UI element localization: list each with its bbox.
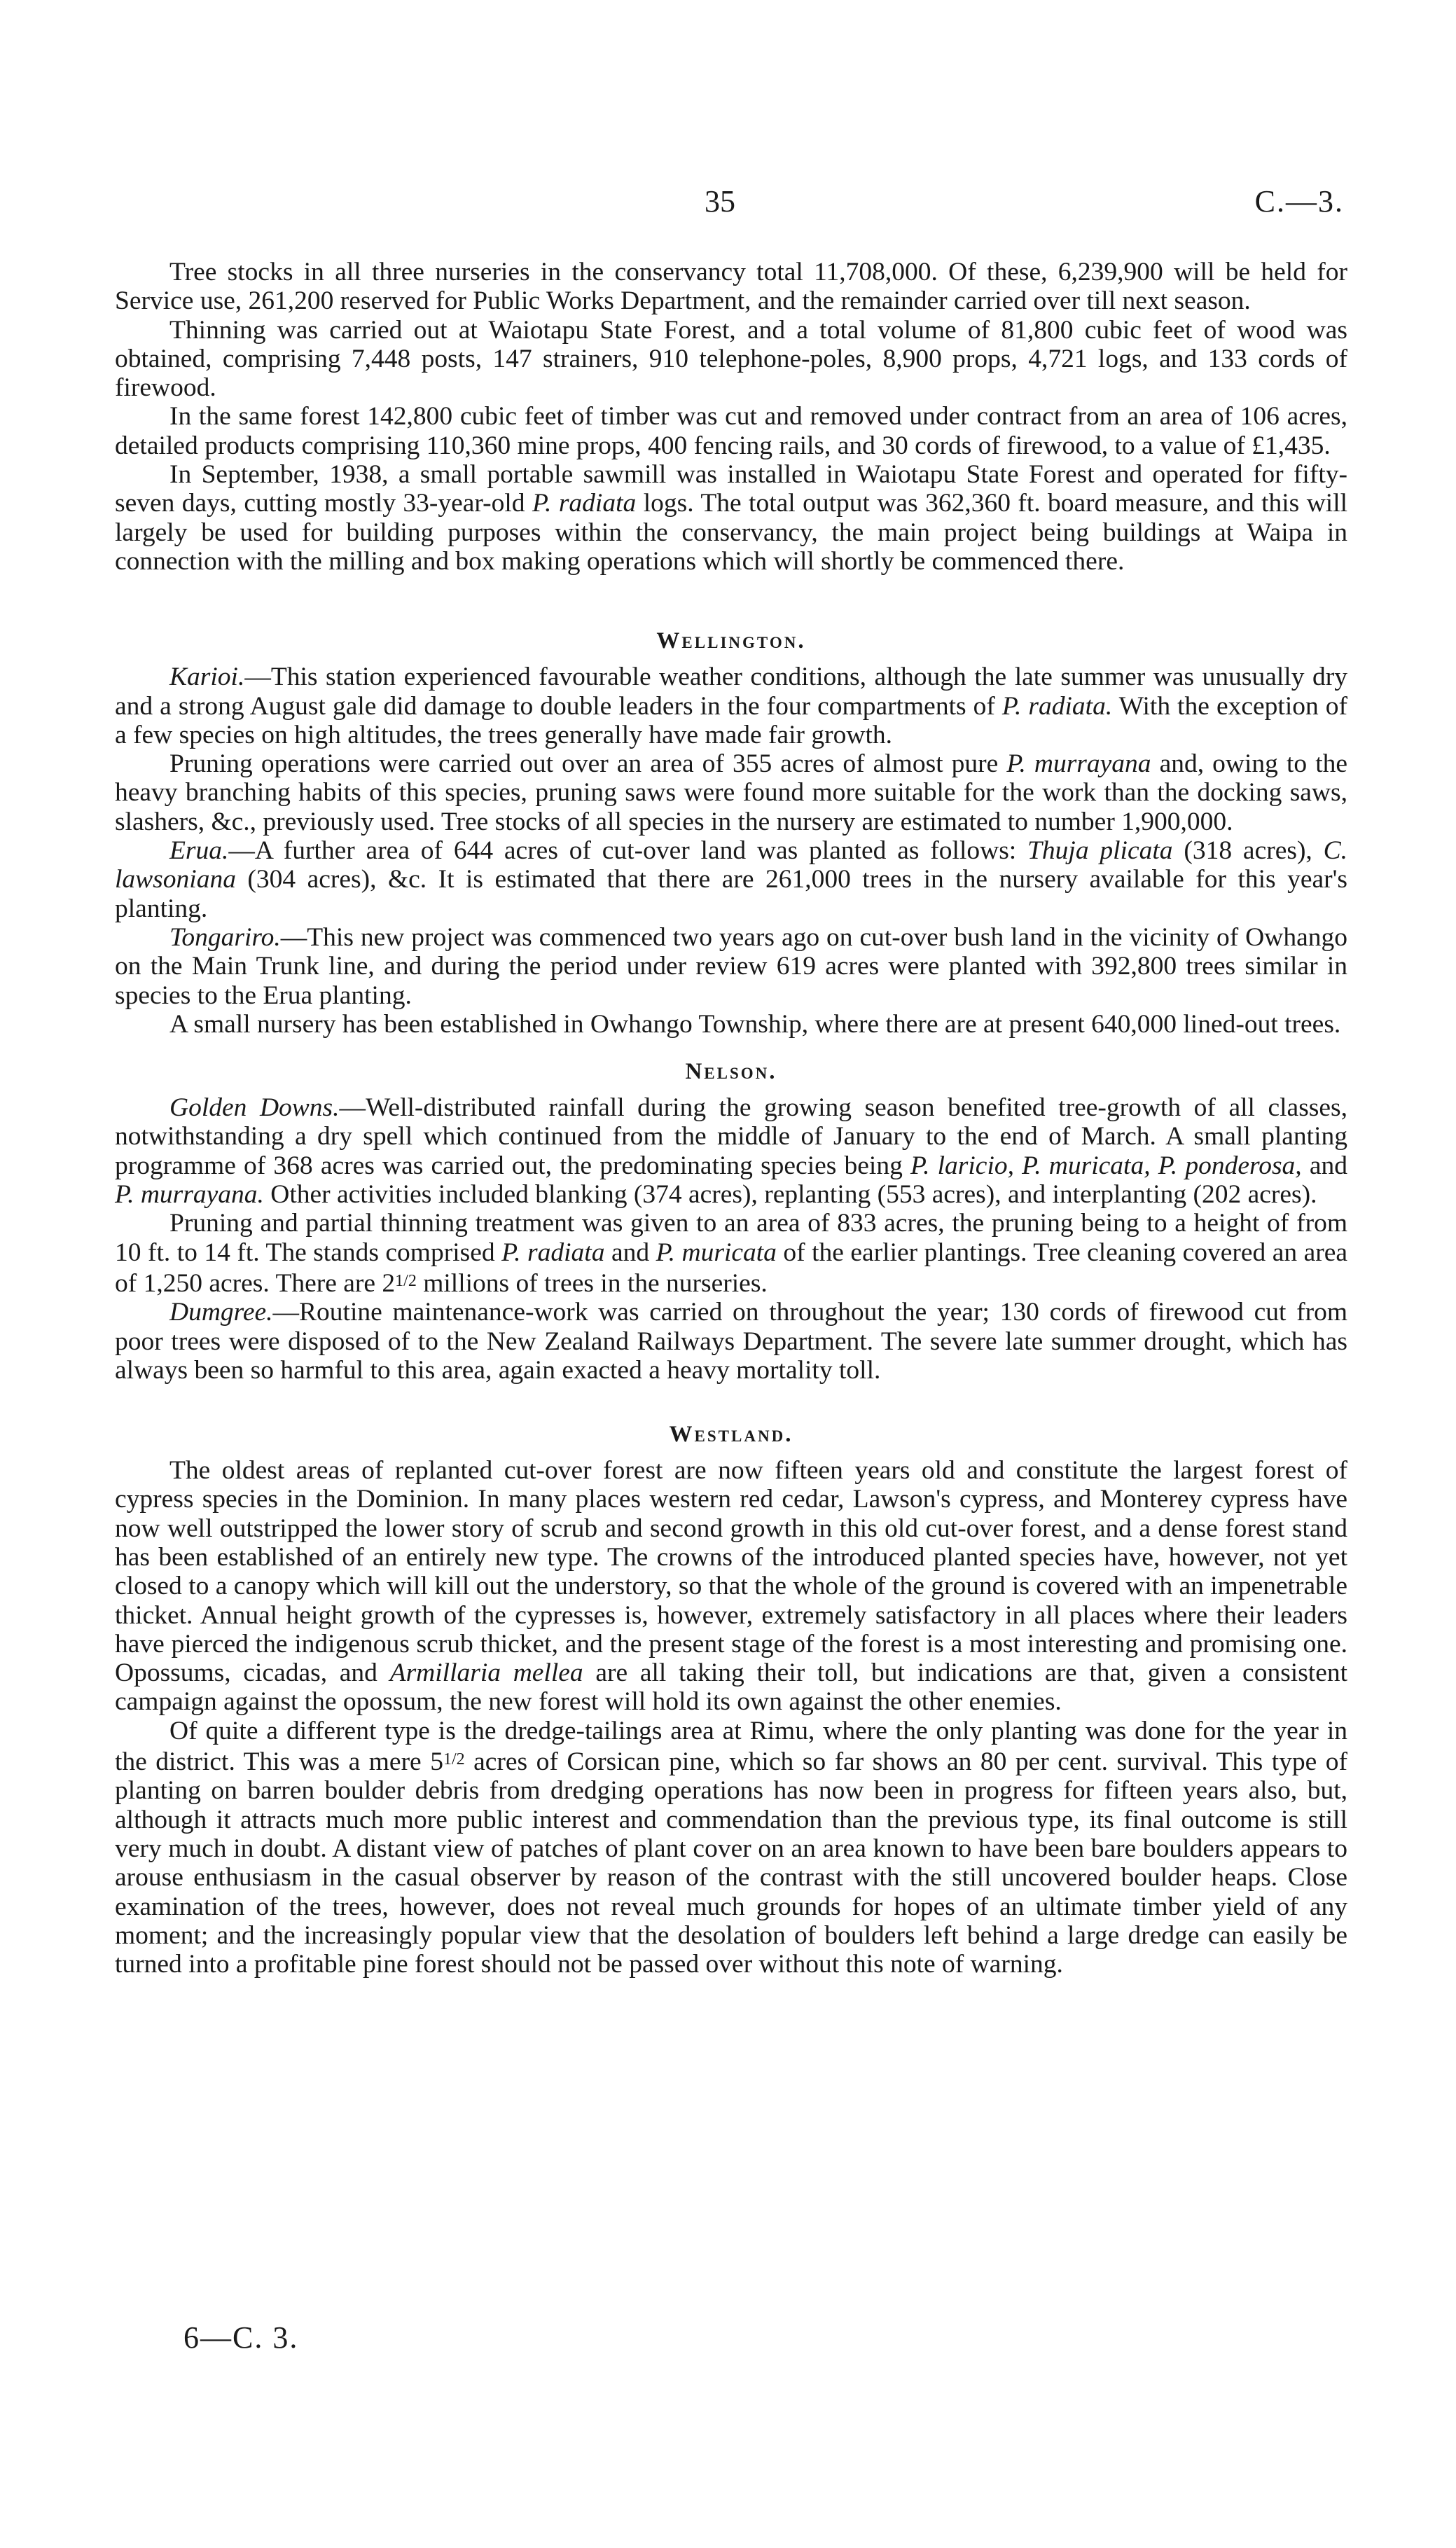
section-heading-westland: Westland. bbox=[669, 1422, 793, 1448]
paragraph-contract: In the same forest 142,800 cubic feet of timber was cut and removed under contract from an area of 106 acres, detailed products comprising 110,360 mine props, 400 fencing rails, and 30 cords of firewood, to a value of £1,435. bbox=[115, 402, 1347, 460]
paragraph-nelson-pruning: Pruning and partial thinning treatment was given to an area of 833 acres, the pruning being to a height of from 10 ft. to 14 ft. The stands comprised P. radiata and P. muricata of the earlier plantings. Tree cleaning covered an area of 1,250 acres. There are $2^{1/2}$ millions of trees in the nurseries. bbox=[115, 1209, 1348, 1298]
paragraph-karioi: Karioi.—This station experienced favourable weather conditions, although the late summer was unusually dry and a strong August gale did damage to double leaders in the four compartments of P. radiata. With the exception of a few species on high altitudes, the trees generally have made fair growth. bbox=[115, 663, 1348, 749]
fraction-half: 1/2 bbox=[443, 1750, 465, 1769]
paragraph-owhango: A small nursery has been established in Owhango Township, where there are at present 640,000 lined-out trees. bbox=[169, 1009, 1341, 1039]
paragraph-rimu: Of quite a different type is the dredge-tailings area at Rimu, where the only planting was done for the year in the district. This was a mere $5^{1/2}$ acres of Corsican pine, which so far shows an 80 per cent. survival. This type of planting on barren boulder debris from dredging operations has now been in progress for fifteen years also, but, although it attracts much more public interest and commendation than the previous type, its final outcome is still very much in doubt. A distant view of patches of plant cover on an area known to have been bare boulders appears to arouse enthusiasm in the casual observer by reason of the contrast with the still uncovered boulder heaps. Close examination of the trees, however, does not reveal much grounds for hopes of an ultimate timber yield of any moment; and the increasingly popular view that the desolation of boulders left behind a large dredge can easily be turned into a profitable pine forest should not be passed over without this note of warning. bbox=[115, 1716, 1347, 1979]
page-header bbox=[0, 184, 1456, 226]
paragraph-thinning: Thinning was carried out at Waiotapu State Forest, and a total volume of 81,800 cubic feet of wood was obtained, comprising 7,448 posts, 147 strainers, 910 telephone-poles, 8,900 props, 4,721 logs, and 133 cords of firewood. bbox=[115, 315, 1347, 403]
footer-signature-reference: 6—C. 3. bbox=[183, 2320, 299, 2355]
paragraph-golden-downs: Golden Downs.—Well-distributed rainfall during the growing season benefited tree-growth of all classes, notwithstanding a dry spell which continued from the middle of January to the end of March. A small planting programme of 368 acres was carried out, the predominating species being P. laricio, P. muricata, P. ponderosa, and P. murrayana. Other activities included blanking (374 acres), replanting (553 acres), and interplanting (202 acres). bbox=[115, 1093, 1347, 1210]
paragraph-tongariro: Tongariro.—This new project was commenced two years ago on cut-over bush land in the vicinity of Owhango on the Main Trunk line, and during the period under review 619 acres were planted with 392,800 trees similar in species to the Erua planting. bbox=[115, 922, 1347, 1010]
paragraph-nursery-stocks: Tree stocks in all three nurseries in the conservancy total 11,708,000. Of these, 6,239,900 will be held for Service use, 261,200 reserved for Public Works Department, and the remainder carried over till next season. bbox=[115, 258, 1347, 316]
body-text bbox=[115, 258, 1347, 1979]
fraction-half: 1/2 bbox=[395, 1271, 417, 1290]
paragraph-westland: The oldest areas of replanted cut-over forest are now fifteen years old and constitute the largest forest of cypress species in the Dominion. In many places western red cedar, Lawson's cypress, and Monterey cypress have now well outstripped the lower story of scrub and second growth in this old cut-over forest, and a dense forest stand has been established of an entirely new type. The crowns of the introduced planted species have, however, not yet closed to a canopy which will kill out the understory, so that the whole of the ground is covered with an impenetrable thicket. Annual height growth of the cypresses is, however, extremely satisfactory in all places where their leaders have pierced the indigenous scrub thicket, and the present stage of the forest is a most interesting and promising one. Opossums, cicadas, and Armillaria mellea are all taking their toll, but indications are that, given a consistent campaign against the opossum, the new forest will hold its own against the other enemies. bbox=[115, 1456, 1348, 1717]
section-heading-nelson: Nelson. bbox=[685, 1059, 777, 1085]
paragraph-pruning: Pruning operations were carried out over an area of 355 acres of almost pure P. murrayana and, owing to the heavy branching habits of this species, pruning saws were found more suitable for the work than the docking saws, slashers, &c., previously used. Tree stocks of all species in the nursery are estimated to number 1,900,000. bbox=[115, 749, 1348, 836]
paragraph-erua: Erua.—A further area of 644 acres of cut-over land was planted as follows: Thuja plicata (318 acres), C. lawsoniana (304 acres), &c. It is estimated that there are 261,000 trees in the nursery available for this year's planting. bbox=[115, 836, 1348, 923]
page-number: 35 bbox=[705, 184, 735, 219]
section-heading-wellington: Wellington. bbox=[656, 628, 806, 654]
paragraph-sawmill: In September, 1938, a small portable sawmill was installed in Waiotapu State Forest and operated for fifty-seven days, cutting mostly 33-year-old P. radiata logs. The total output was 362,360 ft. board measure, and this will largely be used for building purposes within the conservancy, the main project being buildings at Waipa in connection with the milling and box making operations which will shortly be commenced there. bbox=[115, 460, 1348, 576]
document-reference: C.—3. bbox=[1254, 184, 1344, 219]
paragraph-dumgree: Dumgree.—Routine maintenance-work was carried on throughout the year; 130 cords of firewood cut from poor trees were disposed of to the New Zealand Railways Department. The severe late summer drought, which has always been so harmful to this area, again exacted a heavy mortality toll. bbox=[115, 1298, 1347, 1385]
